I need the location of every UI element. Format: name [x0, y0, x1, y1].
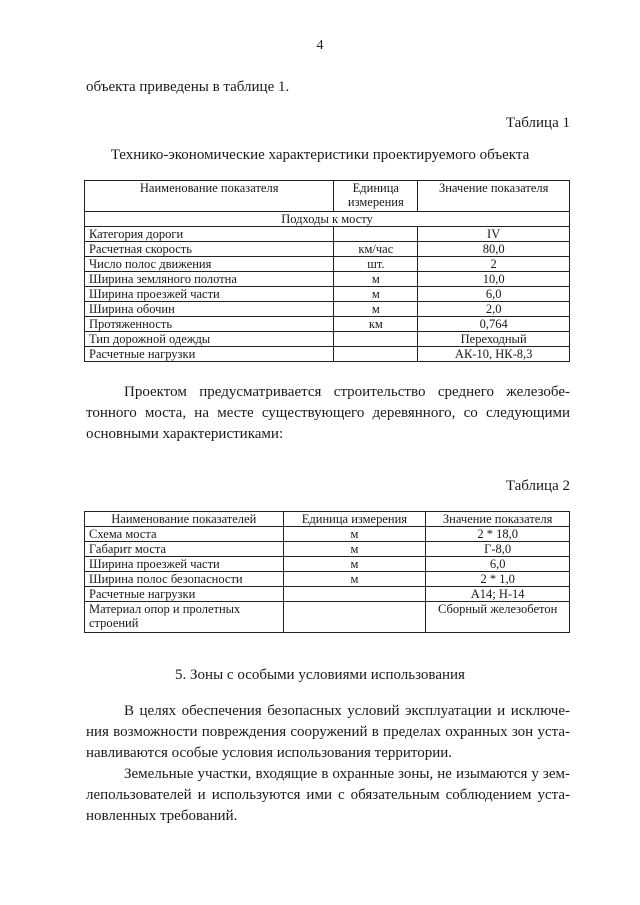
table1-cell-value: IV: [418, 227, 570, 242]
table2-cell-name: Ширина проезжей части: [85, 557, 284, 572]
table-row: [85, 602, 570, 633]
section5-p2-line2: лепользователей и используются ими с обязательным соблюдением уста-: [86, 787, 570, 803]
table1-cell-name: Число полос движения: [85, 257, 334, 272]
table1-cell-name: Протяженность: [85, 317, 334, 332]
section5-p1-line2: ния возможности повреждения сооружений в пределах охранных зон уста-: [86, 724, 570, 740]
table-row: [85, 587, 570, 602]
table1-cell-unit: м: [334, 302, 418, 317]
table1-cell-name: Ширина обочин: [85, 302, 334, 317]
table1-cell-value: 80,0: [418, 242, 570, 257]
table-row: [85, 572, 570, 587]
section5-p2-line3: новленных требований.: [86, 808, 238, 824]
table2-header-unit: Единица измерения: [283, 512, 426, 527]
section5-p2-line1: Земельные участки, входящие в охранные зоны, не изымаются у зем-: [124, 766, 570, 782]
table-row: [85, 257, 570, 272]
table1-cell-unit: м: [334, 287, 418, 302]
table2-cell-name: Ширина полос безопасности: [85, 572, 284, 587]
table-row: [85, 242, 570, 257]
section5-heading: 5. Зоны с особыми условиями использования: [175, 667, 465, 683]
project-paragraph-line1: Проектом предусматривается строительство среднего железобе-: [124, 384, 570, 400]
table2-header-value: Значение показателя: [426, 512, 570, 527]
table-row: [85, 302, 570, 317]
table1-header-name: Наименование показателя: [85, 181, 334, 212]
table1-cell-value: 2,0: [418, 302, 570, 317]
page-number: 4: [316, 38, 324, 53]
intro-line: объекта приведены в таблице 1.: [86, 79, 290, 95]
table2-cell-name: Габарит моста: [85, 542, 284, 557]
table2-cell-unit: м: [283, 527, 426, 542]
table1-cell-unit: [334, 227, 418, 242]
table2-cell-unit: м: [283, 557, 426, 572]
table1-cell-name: Расчетные нагрузки: [85, 347, 334, 362]
table1-header-unit: Единица измерения: [334, 181, 418, 212]
table1-cell-value: 2: [418, 257, 570, 272]
table2-cell-value: 6,0: [426, 557, 570, 572]
table2-cell-value: А14; Н-14: [426, 587, 570, 602]
table2-header-row: [85, 512, 570, 527]
table1-header-value: Значение показателя: [418, 181, 570, 212]
section5-p1-line1: В целях обеспечения безопасных условий эксплуатации и исключе-: [124, 703, 570, 719]
table1-section: Подходы к мосту: [85, 212, 570, 227]
table1-cell-value: 0,764: [418, 317, 570, 332]
table2-header-name: Наименование показателей: [85, 512, 284, 527]
project-paragraph-line3: основными характеристиками:: [86, 426, 284, 442]
table1-section-row: [85, 212, 570, 227]
table1-cell-value: 10,0: [418, 272, 570, 287]
project-paragraph-line2: тонного моста, на месте существующего деревянного, со следующими: [86, 405, 570, 421]
table1-header-row: [85, 181, 570, 212]
section5-p1-line3: навливаются особые условия использования территории.: [86, 745, 453, 761]
table-row: [85, 317, 570, 332]
table1-cell-unit: м: [334, 272, 418, 287]
project-paragraph: [86, 382, 570, 445]
table1-cell-unit: шт.: [334, 257, 418, 272]
table2-cell-value: 2 * 18,0: [426, 527, 570, 542]
section5-paragraph2: [86, 764, 570, 827]
table-row: [85, 527, 570, 542]
table2-cell-unit: м: [283, 572, 426, 587]
table-row: [85, 287, 570, 302]
table1: [84, 180, 570, 362]
table2-cell-name: Расчетные нагрузки: [85, 587, 284, 602]
table1-cell-unit: [334, 332, 418, 347]
table2-cell-value: Сборный железобетон: [426, 602, 570, 633]
table1-cell-value: Переходный: [418, 332, 570, 347]
table-row: [85, 227, 570, 242]
table1-cell-name: Ширина земляного полотна: [85, 272, 334, 287]
section5-paragraph1: [86, 701, 570, 764]
table2-label: Таблица 2: [505, 478, 570, 494]
table2-cell-unit: м: [283, 542, 426, 557]
table-row: [85, 557, 570, 572]
table-row: [85, 272, 570, 287]
table1-caption: Технико-экономические характеристики проектируемого объекта: [110, 147, 530, 163]
table1-cell-unit: км/час: [334, 242, 418, 257]
table-row: [85, 347, 570, 362]
table2-cell-name: Материал опор и пролетных строений: [85, 602, 284, 633]
table1-cell-value: 6,0: [418, 287, 570, 302]
table2-cell-unit: [283, 602, 426, 633]
table2-cell-value: 2 * 1,0: [426, 572, 570, 587]
table1-cell-value: АК-10, НК-8,3: [418, 347, 570, 362]
table1-cell-unit: км: [334, 317, 418, 332]
table2-cell-value: Г-8,0: [426, 542, 570, 557]
table2-cell-name: Схема моста: [85, 527, 284, 542]
table1-cell-name: Ширина проезжей части: [85, 287, 334, 302]
table1-cell-unit: [334, 347, 418, 362]
table1-label: Таблица 1: [505, 115, 570, 131]
table1-cell-name: Тип дорожной одежды: [85, 332, 334, 347]
table2-cell-unit: [283, 587, 426, 602]
table2: [84, 511, 570, 633]
table1-cell-name: Категория дороги: [85, 227, 334, 242]
table-row: [85, 332, 570, 347]
table1-cell-name: Расчетная скорость: [85, 242, 334, 257]
table-row: [85, 542, 570, 557]
